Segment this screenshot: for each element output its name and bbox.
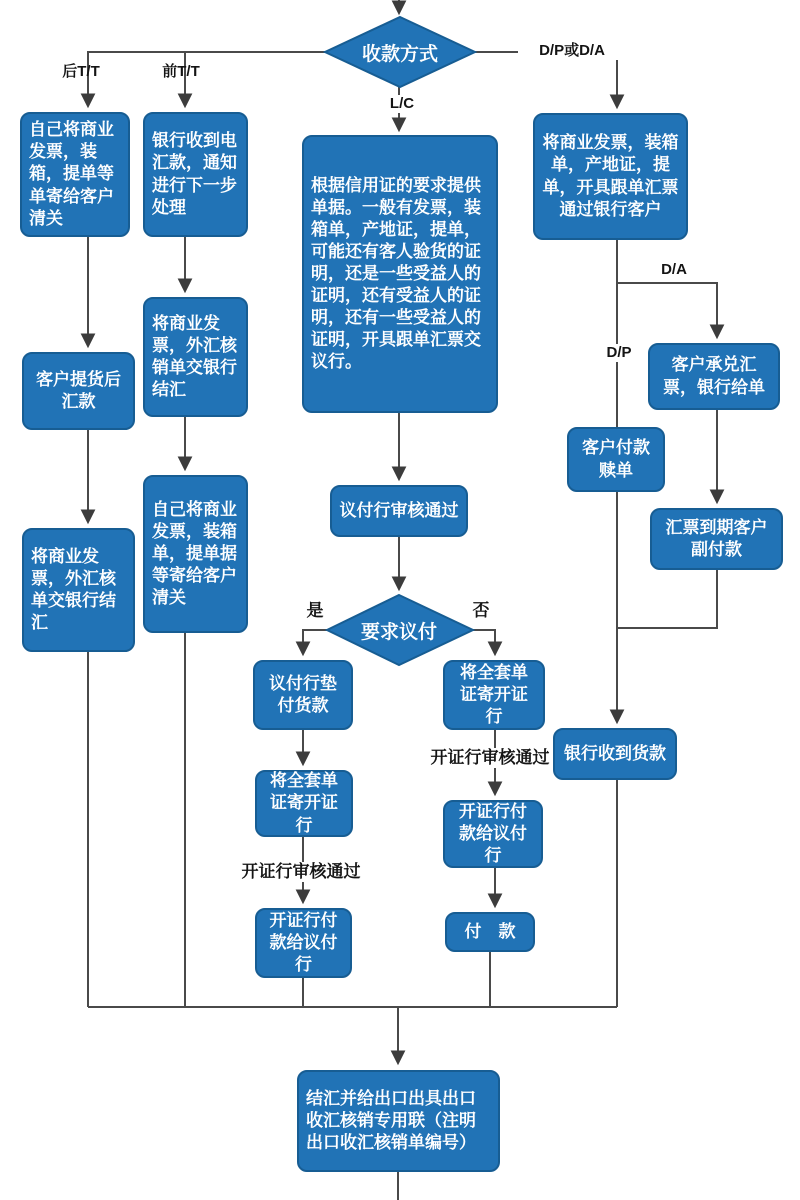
- payment-method-decision: 收款方式: [361, 43, 438, 65]
- tt-before-bank-notify-box: 银行收到电汇款，通知进行下一步处理: [143, 112, 248, 237]
- send-full-docs-yes-box: 将全套单证寄开证行: [255, 770, 353, 837]
- tt-before-settlement-box: 将商业发票，外汇核销单交银行结汇: [143, 297, 248, 417]
- tt-before-send-docs-box: 自己将商业发票，装箱单，提单据等寄给客户清关: [143, 475, 248, 633]
- issuing-bank-review-label-right: 开证行审核通过: [424, 748, 556, 768]
- issuing-bank-review-label-left: 开证行审核通过: [232, 862, 370, 882]
- final-settlement-verification-box: 结汇并给出口出具出口收汇核销专用联（注明出口收汇核销单编号）: [297, 1070, 500, 1172]
- payment-box: 付 款: [445, 912, 535, 952]
- lc-documents-box: 根据信用证的要求提供单据。一般有发票，装箱单，产地证，提单，可能还有客人验货的证明，还是一些受益人的证明，还有受益人的证明，还有一些受益人的证明，开具跟单汇票交议行。: [302, 135, 498, 413]
- issuing-bank-pay-yes-box: 开证行付款给议付行: [255, 908, 352, 978]
- dp-da-docs-box: 将商业发票，装箱单，产地证，提单，开具跟单汇票通过银行客户: [533, 113, 688, 240]
- bank-receives-payment-box: 银行收到货款: [553, 728, 677, 780]
- require-negotiation-decision: 要求议付: [360, 621, 437, 643]
- dp-customer-pay-redeem-box: 客户付款赎单: [567, 427, 665, 492]
- branch-label-dp: D/P: [596, 344, 642, 362]
- da-draft-mature-pay-box: 汇票到期客户副付款: [650, 508, 783, 570]
- negotiating-bank-advance-box: 议付行垫付货款: [253, 660, 353, 730]
- branch-label-yes: 是: [306, 601, 324, 620]
- branch-label-tt-before: 前T/T: [162, 63, 200, 80]
- branch-label-no: 否: [472, 601, 490, 620]
- branch-label-lc: L/C: [382, 95, 422, 113]
- tt-after-customer-remit-box: 客户提货后汇款: [22, 352, 135, 430]
- branch-label-dp-or-da: D/P或D/A: [518, 42, 626, 60]
- send-full-docs-no-box: 将全套单证寄开证行: [443, 660, 545, 730]
- branch-label-da: D/A: [651, 261, 697, 279]
- negotiating-bank-review-box: 议付行审核通过: [330, 485, 468, 537]
- tt-after-settlement-box: 将商业发票，外汇核单交银行结汇: [22, 528, 135, 652]
- da-customer-accept-box: 客户承兑汇票，银行给单: [648, 343, 780, 410]
- tt-after-docs-box: 自己将商业发票，装箱，提单等单寄给客户清关: [20, 112, 130, 237]
- issuing-bank-pay-no-box: 开证行付款给议付行: [443, 800, 543, 868]
- branch-label-tt-after: 后T/T: [62, 63, 100, 80]
